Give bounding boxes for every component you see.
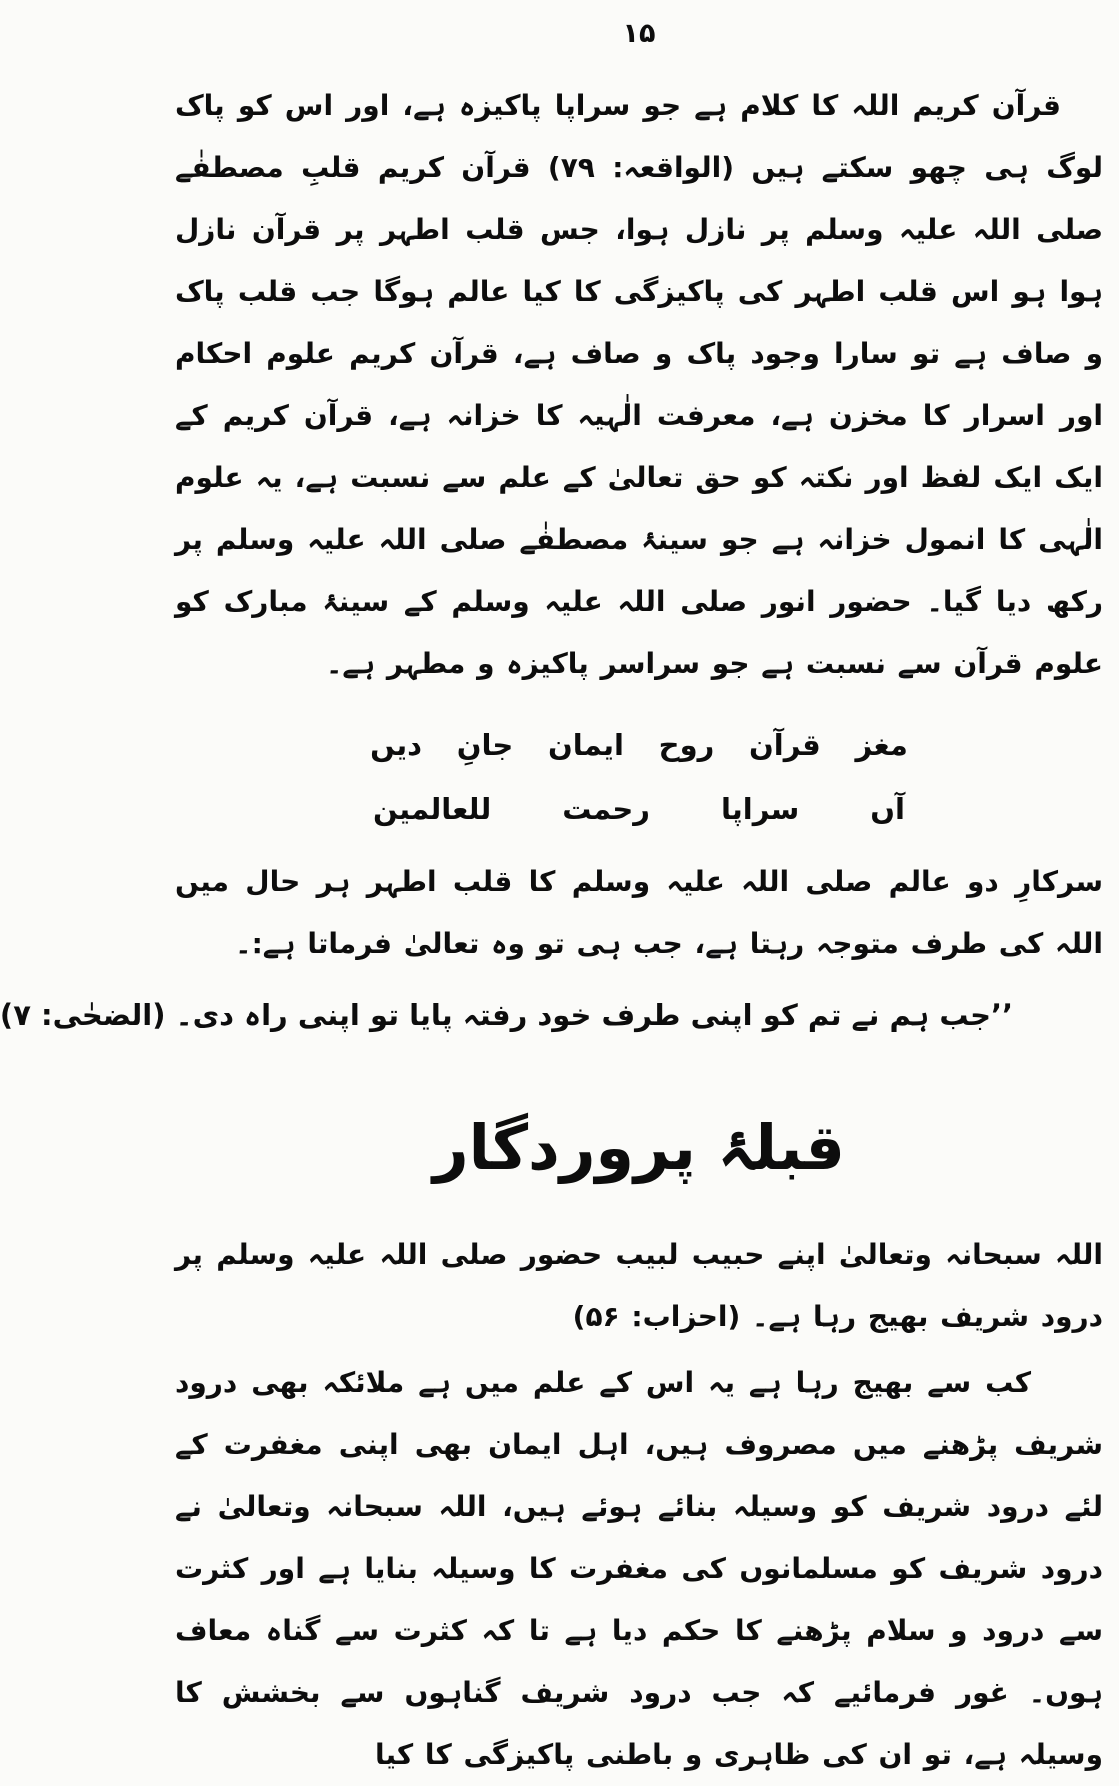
paragraph-qalb-athar: سرکارِ دو عالم صلی اللہ علیہ وسلم کا قلب اطہر ہر حال میں اللہ کی طرف متوجہ رہتا ہے، جب ہی تو وہ تعالیٰ فرماتا ہے:۔: [175, 865, 1103, 960]
quran-quote-ad-duha: ’’جب ہم نے تم کو اپنی طرف خود رفتہ پایا تو اپنی راہ دی۔ (الضحٰی: ۷): [0, 998, 1013, 1032]
paragraph-quran-purity: قرآن کریم اللہ کا کلام ہے جو سراپا پاکیزہ ہے، اور اس کو پاک لوگ ہی چھو سکتے ہیں (الواقعہ: ۷۹) قرآن کریم قلبِ مصطفٰے صلی اللہ علیہ وسلم پر نازل ہوا، جس قلب اطہر پر قرآن نازل ہوا ہو اس قلب اطہر کی پاکیزگی کا کیا عالم ہوگا جب قلب پاک و صاف ہے تو سارا وجود پاک و صاف ہے، قرآن کریم علوم احکام اور اسرار کا مخزن ہے، معرفت الٰہیہ کا خزانہ ہے، قرآن کریم کے ایک ایک لفظ اور نکتہ کو حق تعالیٰ کے علم سے نسبت ہے، یہ علوم الٰہی کا انمول خزانہ ہے جو سینۂ مصطفٰے صلی اللہ علیہ وسلم پر رکھ دیا گیا۔ حضور انور صلی اللہ علیہ وسلم کے سینۂ مبارک کو علوم قرآن سے نسبت ہے جو سراسر پاکیزہ و مطہر ہے۔: [175, 89, 1104, 680]
couplet-line-1: مغز قرآن روح ایمان جانِ دیں: [370, 728, 908, 762]
paragraph-durood-ayat: اللہ سبحانہ وتعالیٰ اپنے حبیب لبیب حضور صلی اللہ علیہ وسلم پر درود شریف بھیج رہا ہے۔ (احزاب: ۵۶): [175, 1238, 1103, 1333]
persian-couplet: [175, 713, 1103, 841]
paragraph-durood-wasila: کب سے بھیج رہا ہے یہ اس کے علم میں ہے ملائکہ بھی درود شریف پڑھنے میں مصروف ہیں، اہل ایمان بھی اپنی مغفرت کے لئے درود شریف کو وسیلہ بنائے ہوئے ہیں، اللہ سبحانہ وتعالیٰ نے درود شریف کو مسلمانوں کی مغفرت کا وسیلہ بنایا ہے اور کثرت سے درود و سلام پڑھنے کا حکم دیا ہے تا کہ کثرت سے گناہ معاف ہوں۔ غور فرمائیے کہ جب درود شریف گناہوں سے بخشش کا وسیلہ ہے، تو ان کی ظاہری و باطنی پاکیزگی کا کیا: [175, 1366, 1103, 1771]
couplet-line-2: آں سراپا رحمت للعالمین: [373, 792, 905, 826]
section-heading-qibla-e-parwardigar: قبلۂ پروردگار: [432, 1111, 846, 1184]
page-number: ۱۵: [622, 18, 656, 49]
